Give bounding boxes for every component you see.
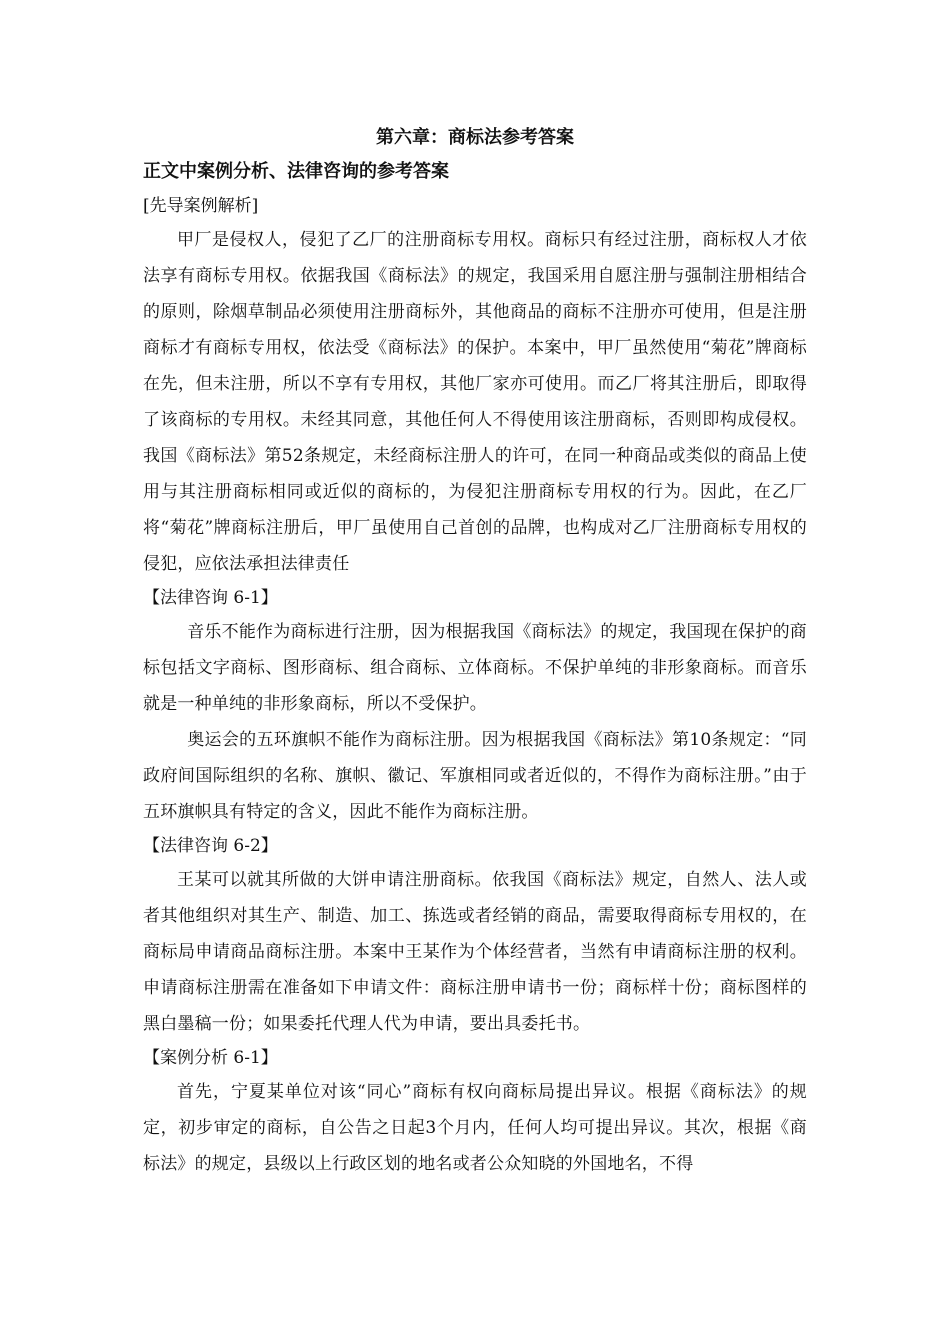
paragraph: 甲厂是侵权人，侵犯了乙厂的注册商标专用权。商标只有经过注册，商标权人才依法享有商标专用权。依据我国《商标法》的规定，我国采用自愿注册与强制注册相结合的原则，除烟草制品必须使用注册商标外，其他商品的商标不注册亦可使用，但是注册商标才有商标专用权，依法受《商标法》的保护。本案中，甲厂虽然使用“菊花”牌商标在先，但未注册，所以不享有专用权，其他厂家亦可使用。而乙厂将其注册后，即取得了该商标的专用权。未经其同意，其他任何人不得使用该注册商标，否则即构成侵权。我国《商标法》第52条规定，未经商标注册人的许可，在同一种商品或类似的商品上使用与其注册商标相同或近似的商标的，为侵犯注册商标专用权的行为。因此，在乙厂将“菊花”牌商标注册后，甲厂虽使用自己首创的品牌，也构成对乙厂注册商标专用权的侵犯，应依法承担法律责任 — [143, 230, 807, 574]
section-consult-6-1 — [143, 582, 807, 830]
paragraph: 音乐不能作为商标进行注册，因为根据我国《商标法》的规定，我国现在保护的商标包括文字商标、图形商标、组合商标、立体商标。不保护单纯的非形象商标。而音乐就是一种单纯的非形象商标，所以不受保护。 — [143, 622, 807, 714]
section-case-6-1 — [143, 1042, 807, 1182]
document-body — [143, 122, 807, 1182]
section-label: 【案例分析 6-1】 — [143, 1048, 278, 1068]
section-label: [先导案例解析] — [143, 196, 259, 216]
document-subtitle: 正文中案例分析、法律咨询的参考答案 — [143, 161, 449, 182]
section-consult-6-2 — [143, 830, 807, 1042]
section-label: 【法律咨询 6-1】 — [143, 588, 278, 608]
section-leading-case — [143, 190, 807, 582]
paragraph: 首先，宁夏某单位对该“同心”商标有权向商标局提出异议。根据《商标法》的规定，初步审定的商标，自公告之日起3个月内，任何人均可提出异议。其次，根据《商标法》的规定，县级以上行政区划的地名或者公众知晓的外国地名，不得 — [143, 1082, 807, 1174]
section-label: 【法律咨询 6-2】 — [143, 836, 278, 856]
paragraph: 王某可以就其所做的大饼申请注册商标。依我国《商标法》规定，自然人、法人或者其他组织对其生产、制造、加工、拣选或者经销的商品，需要取得商标专用权的，在商标局申请商品商标注册。本案中王某作为个体经营者，当然有申请商标注册的权利。申请商标注册需在准备如下申请文件：商标注册申请书一份；商标样十份；商标图样的黑白墨稿一份；如果委托代理人代为申请，要出具委托书。 — [143, 870, 807, 1034]
paragraph: 奥运会的五环旗帜不能作为商标注册。因为根据我国《商标法》第10条规定：“同政府间国际组织的名称、旗帜、徽记、军旗相同或者近似的，不得作为商标注册。”由于五环旗帜具有特定的含义，因此不能作为商标注册。 — [143, 730, 807, 822]
chapter-title: 第六章：商标法参考答案 — [376, 127, 574, 148]
